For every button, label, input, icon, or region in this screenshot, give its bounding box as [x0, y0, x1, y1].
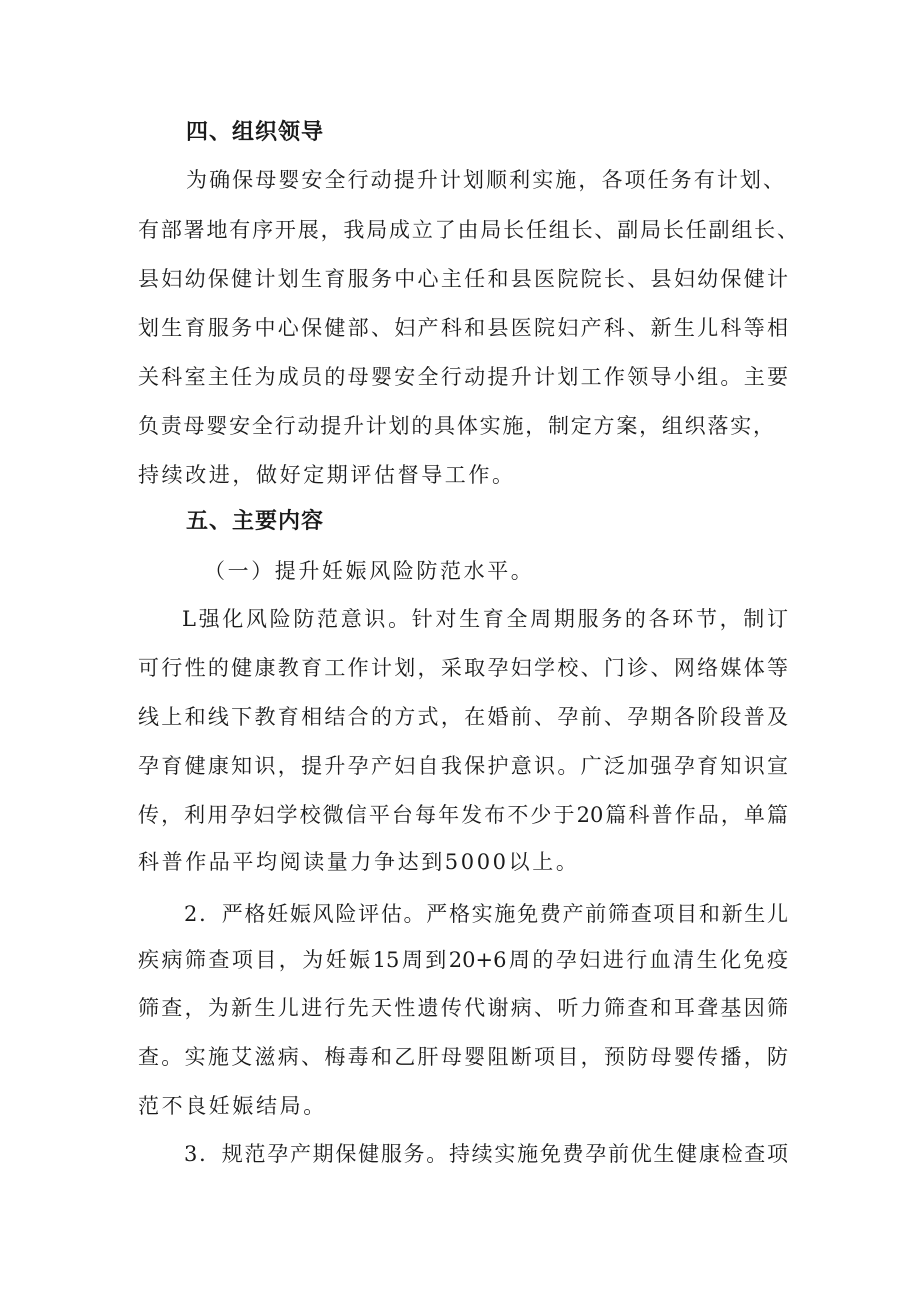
section-4-line-7: 持续改进，做好定期评估督导工作。 — [138, 463, 516, 487]
item-3-line-1: 3．规范孕产期保健服务。持续实施免费孕前优生健康检查项 — [184, 1142, 788, 1166]
section-4-line-6: 负责母婴安全行动提升计划的具体实施，制定方案，组织落实， — [138, 414, 774, 438]
item-2-line-2: 疾病筛查项目，为妊娠15周到20+6周的孕妇进行血清生化免疫 — [138, 948, 788, 972]
section-4-line-3: 县妇幼保健计划生育服务中心主任和县医院院长、县妇幼保健计 — [138, 267, 788, 291]
section-4-heading: 四、组织领导 — [186, 120, 325, 145]
item-1-line-5: 传，利用孕妇学校微信平台每年发布不少于20篇科普作品，单篇 — [138, 803, 788, 827]
item-2-line-4: 查。实施艾滋病、梅毒和乙肝母婴阻断项目，预防母婴传播，防 — [138, 1045, 788, 1069]
item-2-line-5: 范不良妊娠结局。 — [138, 1094, 327, 1118]
item-1-line-6: 科普作品平均阅读量力争达到5000以上。 — [138, 850, 580, 874]
item-1-line-4: 孕育健康知识，提升孕产妇自我保护意识。广泛加强孕育知识宣 — [138, 754, 788, 778]
section-5-subheading: （一）提升妊娠风险防范水平。 — [204, 559, 535, 583]
item-1-line-3: 线上和线下教育相结合的方式，在婚前、孕前、孕期各阶段普及 — [138, 705, 788, 729]
item-2-line-1: 2．严格妊娠风险评估。严格实施免费产前筛查项目和新生儿 — [184, 902, 788, 926]
item-1-line-2: 可行性的健康教育工作计划，采取孕妇学校、门诊、网络媒体等 — [138, 656, 788, 680]
item-2-line-3: 筛查，为新生儿进行先天性遗传代谢病、听力筛查和耳聋基因筛 — [138, 996, 788, 1020]
section-4-line-5: 关科室主任为成员的母婴安全行动提升计划工作领导小组。主要 — [138, 365, 788, 389]
item-1-line-1: L强化风险防范意识。针对生育全周期服务的各环节，制订 — [182, 607, 788, 631]
section-4-line-4: 划生育服务中心保健部、妇产科和县医院妇产科、新生儿科等相 — [138, 316, 788, 340]
section-4-line-1: 为确保母婴安全行动提升计划顺利实施，各项任务有计划、 — [186, 168, 784, 192]
section-4-line-2: 有部署地有序开展，我局成立了由局长任组长、副局长任副组长、 — [138, 218, 798, 242]
section-5-heading: 五、主要内容 — [186, 509, 325, 534]
